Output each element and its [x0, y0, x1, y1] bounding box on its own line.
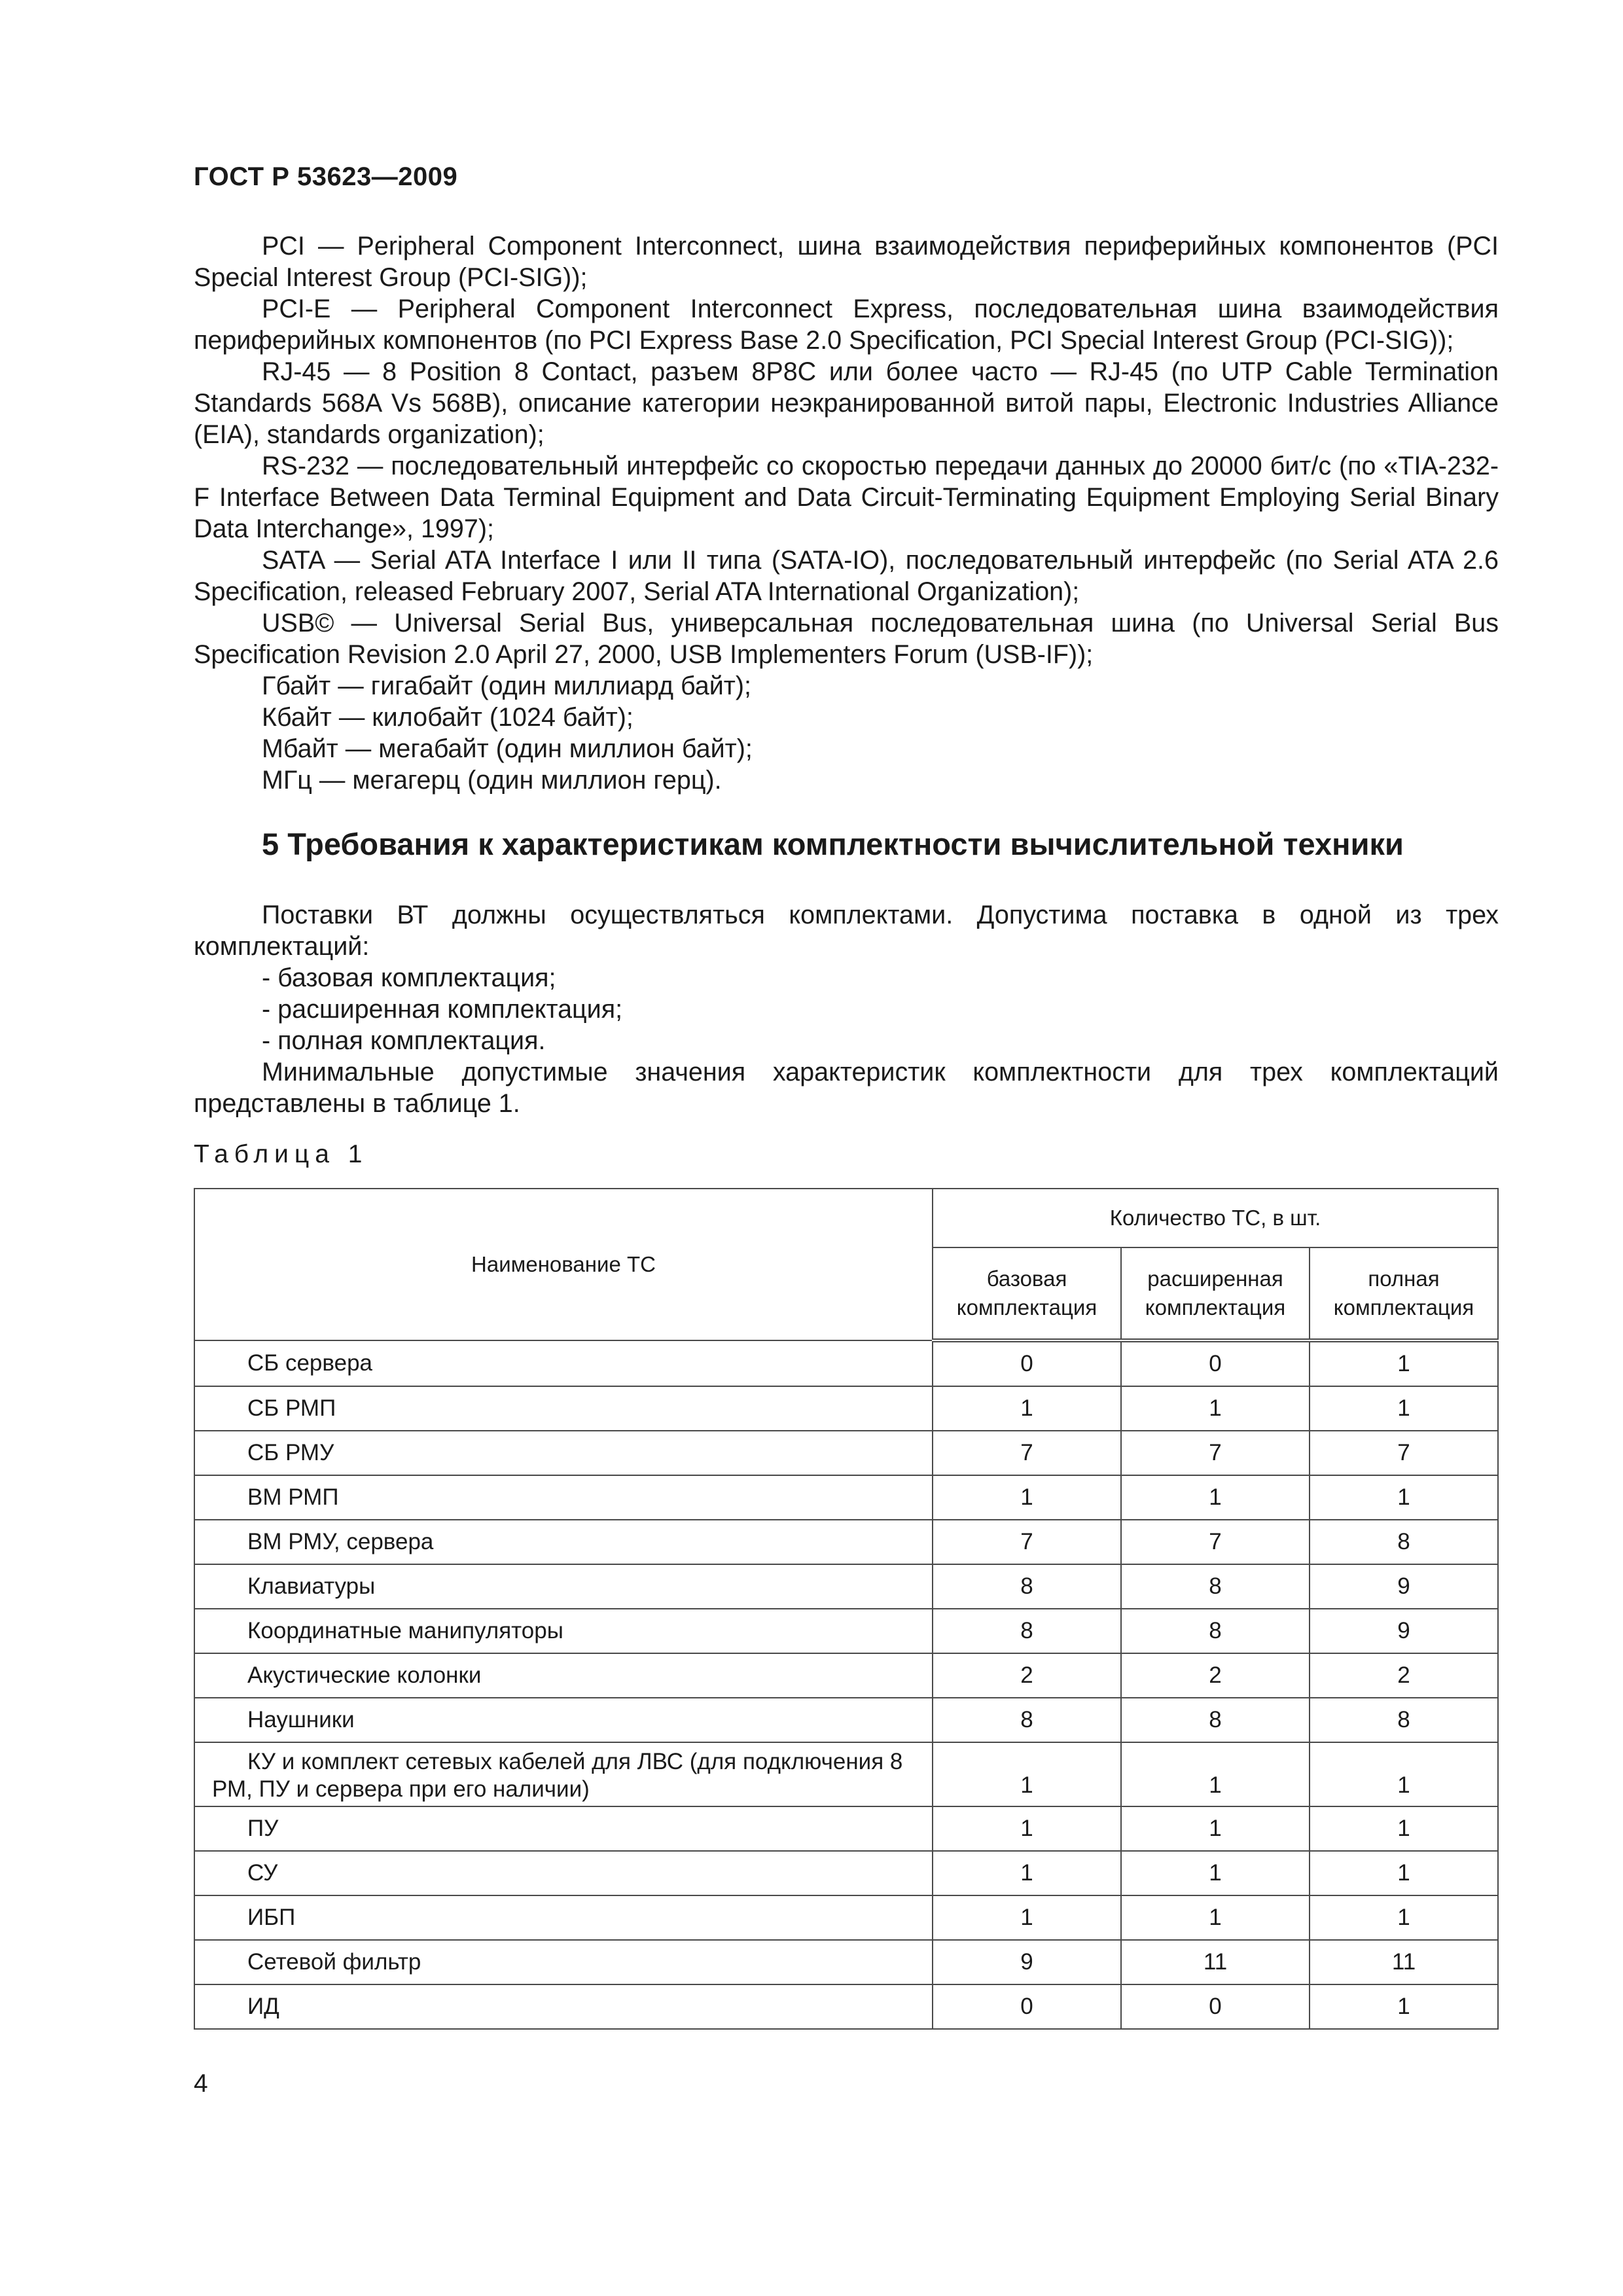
section-closing: Минимальные допустимые значения характеристик комплектности для трех комплектаций представлены в таблице 1. [194, 1058, 1499, 1118]
value-full: 1 [1310, 1895, 1498, 1940]
table-row [194, 1698, 1498, 1742]
value-basic: 1 [933, 1386, 1121, 1431]
row-name: СБ РМП [194, 1386, 933, 1431]
value-extended: 1 [1121, 1742, 1310, 1806]
value-full: 8 [1310, 1520, 1498, 1564]
list-item-extended: - расширенная комплектация; [262, 995, 623, 1024]
value-basic: 9 [933, 1940, 1121, 1984]
value-extended: 1 [1121, 1851, 1310, 1895]
row-name: СБ РМУ [194, 1431, 933, 1475]
value-basic: 8 [933, 1609, 1121, 1653]
list-item-full: - полная комплектация. [262, 1026, 546, 1055]
completeness-table [194, 1188, 1499, 2030]
value-full: 1 [1310, 1806, 1498, 1851]
header-full: полная комплектация [1310, 1247, 1498, 1340]
row-name: Сетевой фильтр [194, 1940, 933, 1984]
row-name: ВМ РМУ, сервера [194, 1520, 933, 1564]
value-basic: 7 [933, 1520, 1121, 1564]
value-basic: 8 [933, 1564, 1121, 1609]
header-extended: расширенная комплектация [1121, 1247, 1310, 1340]
header-basic: базовая комплектация [933, 1247, 1121, 1340]
row-name: Клавиатуры [194, 1564, 933, 1609]
value-basic: 1 [933, 1742, 1121, 1806]
table-row [194, 1520, 1498, 1564]
table-row [194, 1431, 1498, 1475]
row-name: СБ сервера [194, 1340, 933, 1386]
row-name: ПУ [194, 1806, 933, 1851]
row-name: Наушники [194, 1698, 933, 1742]
value-extended: 8 [1121, 1564, 1310, 1609]
definition-usb: USB© — Universal Serial Bus, универсальная последовательная шина (по Universal Serial Bus Specification Revision 2.0 April 27, 2000, USB Implementers Forum (USB-IF)); [194, 609, 1499, 669]
value-full: 9 [1310, 1609, 1498, 1653]
value-basic: 1 [933, 1475, 1121, 1520]
value-full: 8 [1310, 1698, 1498, 1742]
section-body [194, 899, 1499, 1119]
value-extended: 7 [1121, 1431, 1310, 1475]
section-heading: 5 Требования к характеристикам комплектности вычислительной техники [262, 827, 1404, 861]
value-extended: 7 [1121, 1520, 1310, 1564]
value-extended: 1 [1121, 1895, 1310, 1940]
definition-pci-e: PCI-E — Peripheral Component Interconnect Express, последовательная шина взаимодействия периферийных компонентов (по PCI Express Base 2.0 Specification, PCI Special Interest Group (PCI-SIG)); [194, 295, 1499, 355]
value-full: 7 [1310, 1431, 1498, 1475]
value-basic: 2 [933, 1653, 1121, 1698]
row-name: ВМ РМП [194, 1475, 933, 1520]
value-extended: 11 [1121, 1940, 1310, 1984]
row-name: КУ и комплект сетевых кабелей для ЛВС (для подключения 8 РМ, ПУ и сервера при его наличии) [194, 1742, 933, 1806]
row-name: ИБП [194, 1895, 933, 1940]
value-basic: 0 [933, 1984, 1121, 2029]
value-extended: 0 [1121, 1984, 1310, 2029]
row-name: Акустические колонки [194, 1653, 933, 1698]
abbreviations-list [194, 230, 1499, 796]
definition-kbyte: Кбайт — килобайт (1024 байт); [262, 703, 633, 732]
page-number: 4 [194, 2070, 208, 2098]
table-row [194, 1806, 1498, 1851]
definition-mhz: МГц — мегагерц (один миллион герц). [262, 766, 722, 795]
table-row [194, 1386, 1498, 1431]
table-row [194, 1940, 1498, 1984]
value-extended: 1 [1121, 1386, 1310, 1431]
header-name-column: Наименование ТС [194, 1189, 933, 1340]
value-extended: 0 [1121, 1340, 1310, 1386]
value-basic: 8 [933, 1698, 1121, 1742]
table-row [194, 1895, 1498, 1940]
table-row [194, 1653, 1498, 1698]
value-full: 1 [1310, 1742, 1498, 1806]
value-basic: 1 [933, 1851, 1121, 1895]
row-name: Координатные манипуляторы [194, 1609, 933, 1653]
table-row [194, 1984, 1498, 2029]
value-extended: 2 [1121, 1653, 1310, 1698]
definition-sata: SATA — Serial ATA Interface I или II типа (SATA-IO), последовательный интерфейс (по Serial ATA 2.6 Specification, released February 2007, Serial ATA International Organization); [194, 546, 1499, 606]
table-row [194, 1564, 1498, 1609]
definition-gbyte: Гбайт — гигабайт (один миллиард байт); [262, 672, 752, 700]
header-quantity-group: Количество ТС, в шт. [933, 1189, 1498, 1247]
table-row [194, 1475, 1498, 1520]
value-full: 1 [1310, 1984, 1498, 2029]
value-full: 1 [1310, 1386, 1498, 1431]
row-name: СУ [194, 1851, 933, 1895]
value-extended: 8 [1121, 1698, 1310, 1742]
value-full: 11 [1310, 1940, 1498, 1984]
value-basic: 1 [933, 1895, 1121, 1940]
value-extended: 1 [1121, 1806, 1310, 1851]
table-row [194, 1340, 1498, 1386]
value-full: 2 [1310, 1653, 1498, 1698]
value-full: 1 [1310, 1340, 1498, 1386]
value-basic: 1 [933, 1806, 1121, 1851]
value-extended: 8 [1121, 1609, 1310, 1653]
value-full: 1 [1310, 1475, 1498, 1520]
value-full: 9 [1310, 1564, 1498, 1609]
section-intro: Поставки ВТ должны осуществляться комплектами. Допустима поставка в одной из трех комплектаций: [194, 901, 1499, 961]
table-row [194, 1851, 1498, 1895]
value-extended: 1 [1121, 1475, 1310, 1520]
table-row [194, 1742, 1498, 1806]
table-row [194, 1609, 1498, 1653]
definition-rs232: RS-232 — последовательный интерфейс со скоростью передачи данных до 20000 бит/с (по «TIA-232-F Interface Between Data Terminal Equipment and Data Circuit-Terminating Equipment Employing Serial Binary Data Interchange», 1997); [194, 452, 1499, 543]
document-id: ГОСТ Р 53623—2009 [194, 162, 458, 191]
value-basic: 7 [933, 1431, 1121, 1475]
table-caption: Таблица 1 [194, 1140, 368, 1168]
definition-mbyte: Мбайт — мегабайт (один миллион байт); [262, 734, 753, 763]
definition-rj45: RJ-45 — 8 Position 8 Contact, разъем 8P8C или более часто — RJ-45 (по UTP Cable Termination Standards 568A Vs 568B), описание категории неэкранированной витой пары, Electronic Industries Alliance (EIA), standards organization); [194, 357, 1499, 449]
row-name: ИД [194, 1984, 933, 2029]
list-item-basic: - базовая комплектация; [262, 963, 556, 992]
value-basic: 0 [933, 1340, 1121, 1386]
definition-pci: PCI — Peripheral Component Interconnect, шина взаимодействия периферийных компонентов (PCI Special Interest Group (PCI-SIG)); [194, 232, 1499, 292]
value-full: 1 [1310, 1851, 1498, 1895]
